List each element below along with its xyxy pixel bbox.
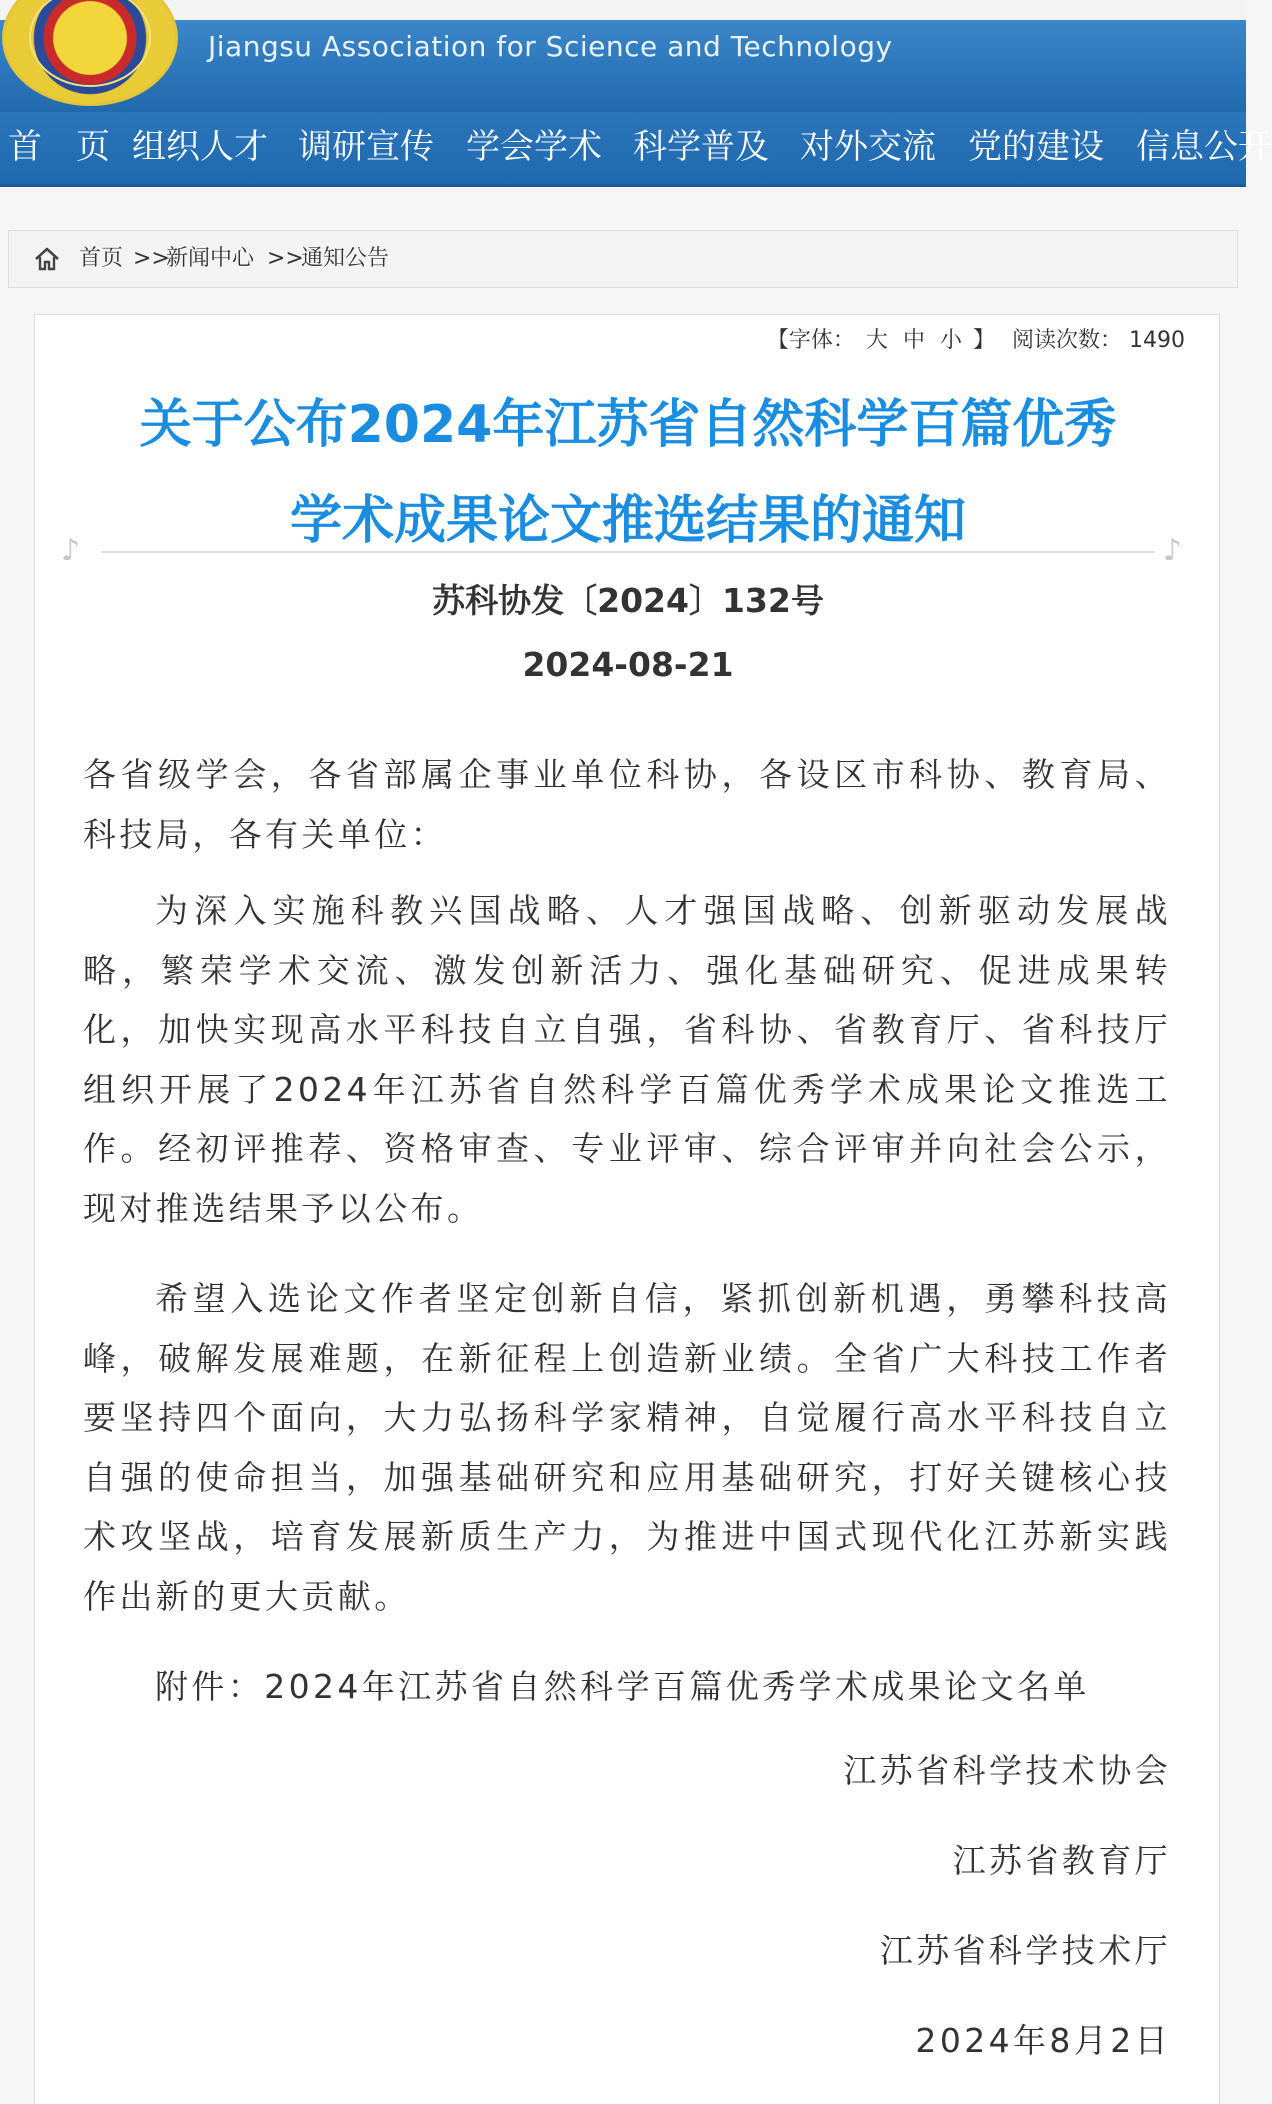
breadcrumb [8,230,1238,288]
site-name-en: Jiangsu Association for Science and Technology [208,30,893,63]
breadcrumb-separator: >> [133,246,170,271]
attachment-link[interactable]: 附件：2024年江苏省自然科学百篇优秀学术成果论文名单 [155,1667,1090,1706]
font-size-small-link[interactable]: 小 [939,328,962,353]
breadcrumb-home[interactable]: 首页 [79,246,124,271]
article-meta [767,323,1185,359]
title-divider [61,531,1195,571]
nav-item-academic[interactable]: 学会学术 [466,127,602,167]
top-strip [0,0,1246,20]
nav-item-party-building[interactable]: 党的建设 [968,127,1104,167]
nav-item-information[interactable]: 信息公开 [1136,127,1272,167]
font-size-label: 【字体： [766,328,855,353]
article-title-line2: 学术成果论文推选结果的通知 [289,491,966,551]
nav-item-science-popularization[interactable]: 科学普及 [633,127,769,167]
font-size-medium-link[interactable]: 中 [902,328,925,353]
read-count: 1490 [1129,328,1185,353]
nav-item-home[interactable]: 首 页 [8,127,110,167]
salutation: 各省级学会，各省部属企事业单位科协，各设区市科协、教育局、科技局，各有关单位： [83,755,1171,854]
breadcrumb-news-center[interactable]: 新闻中心 [166,246,255,271]
read-count-label: 阅读次数： [1011,328,1122,353]
paragraph-2: 希望入选论文作者坚定创新自信，紧抓创新机遇，勇攀科技高峰，破解发展难题，在新征程上创造新业绩。全省广大科技工作者要坚持四个面向，大力弘扬科学家精神，自觉履行高水平科技自立自强的使命担当，加强基础研究和应用基础研究，打好关键核心技术攻坚战，培育发展新质生产力，为推进中国式现代化江苏新实践作出新的更大贡献。 [83,1279,1171,1616]
document-number: 苏科协发〔2024〕132号 [432,581,824,620]
nav-item-foreign-exchange[interactable]: 对外交流 [800,127,936,167]
signatory-association: 江苏省科学技术协会 [843,1751,1171,1790]
site-header [0,20,1246,112]
nav-item-research[interactable]: 调研宣传 [298,127,434,167]
font-size-large-link[interactable]: 大 [865,328,888,353]
font-size-close: 】 [972,328,995,353]
logo-ring [29,0,151,87]
signing-date: 2024年8月2日 [915,2021,1171,2060]
publish-date: 2024-08-21 [522,645,734,684]
signatory-technology: 江苏省科学技术厅 [879,1931,1171,1970]
home-icon[interactable] [33,245,61,273]
breadcrumb-separator: >> [267,246,304,271]
breadcrumb-notices[interactable]: 通知公告 [301,246,390,271]
main-nav [0,112,1272,187]
left-ornament-icon: ♪ [61,533,81,568]
divider-line [101,551,1155,553]
right-ornament-icon: ♪ [1163,533,1183,568]
signatory-education: 江苏省教育厅 [952,1841,1171,1880]
nav-item-organization[interactable]: 组织人才 [132,127,268,167]
site-logo[interactable] [2,0,178,106]
article-container [34,314,1220,2104]
paragraph-1: 为深入实施科教兴国战略、人才强国战略、创新驱动发展战略，繁荣学术交流、激发创新活力、强化基础研究、促进成果转化，加快实现高水平科技自立自强，省科协、省教育厅、省科技厅组织开展了2024年江苏省自然科学百篇优秀学术成果论文推选工作。经初评推荐、资格审查、专业评审、综合评审并向社会公示，现对推选结果予以公布。 [83,891,1171,1228]
article-title-line1: 关于公布2024年江苏省自然科学百篇优秀 [139,395,1117,455]
